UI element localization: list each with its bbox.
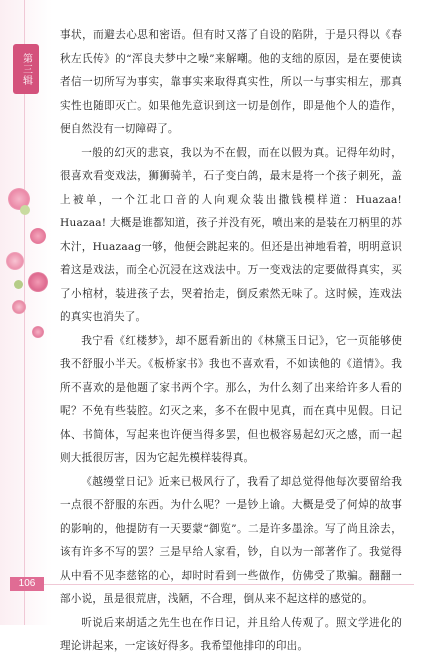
flower-decoration [32, 326, 44, 338]
page-number: 106 [10, 577, 44, 591]
part-tab [13, 44, 39, 94]
part-label: 第三辑 [20, 52, 32, 86]
flower-decoration [20, 205, 30, 215]
decorative-margin [0, 0, 52, 625]
flower-decoration [14, 280, 23, 289]
flower-decoration [6, 252, 24, 270]
flower-decoration [12, 300, 26, 314]
flower-decoration [30, 228, 46, 244]
footer-rule [44, 584, 414, 585]
paragraph: 一般的幻灭的悲哀，我以为不在假，而在以假为真。记得年幼时，很喜欢看变戏法，狮狮骑羊，石子变白鸽，最末是将一个孩子刺死，盖上被单，一个江北口音的人向观众装出撒钱模样道：Huazaa! Huazaa! 大概是谁都知道，孩子并没有死，喷出来的是装在刀柄里的苏木汁，Huazaag一够，他便会跳起来的。但还是出神地看着，明明意识着这是戏法，而全心沉浸在这戏法中。万一变戏法的定要做得真实，买了小棺材，装进孩子去，哭着抬走，倒反索然无味了。这时候，连戏法的真实也消失了。 [60, 146, 402, 323]
flower-decoration [28, 272, 48, 292]
paragraph: 事状，而避去心思和密语。但有时又落了自设的陷阱，于是只得以《春秋左氏传》的“浑良夫梦中之噪”来解嘲。他的支绌的原因，是在要使读者信一切所写为事实，靠事实来取得真实性，所以一与事实相左，那真实性也随即灭亡。如果他先意识到这一切是创作，即是他个人的造作，便自然没有一切障碍了。 [60, 29, 402, 135]
paragraph: 《越缦堂日记》近来已极风行了，我看了却总觉得他每次要留给我一点很不舒服的东西。为什么呢？一是钞上谕。大概是受了何焯的故事的影响的，他提防有一天要蒙“御览”。二是许多墨涂。写了尚且涂去，该有许多不写的罢？三是早给人家看，钞，自以为一部著作了。我觉得从中看不见李慈铭的心，却时时看到一些做作，仿佛受了欺骗。翻翻一部小说，虽是很荒唐，浅陋，不合理，倒从来不起这样的感觉的。 [60, 475, 402, 605]
paragraph: 听说后来胡适之先生也在作日记，并且给人传观了。照文学进化的理论讲起来，一定该好得多。我希望他排印的印出。 [60, 616, 402, 652]
paragraph: 我宁看《红楼梦》，却不愿看新出的《林黛玉日记》，它一页能够使我不舒服小半天。《板桥家书》我也不喜欢看，不如读他的《道情》。我所不喜欢的是他题了家书两个字。那么，为什么刻了出来给许多人看的呢？不免有些装腔。幻灭之来，多不在假中见真，而在真中见假。日记体、书简体，写起来也许便当得多罢，但也极容易起幻灭之感，而一起则大抵很厉害，因为它起先模样装得真。 [60, 334, 402, 464]
article-body [60, 24, 402, 659]
